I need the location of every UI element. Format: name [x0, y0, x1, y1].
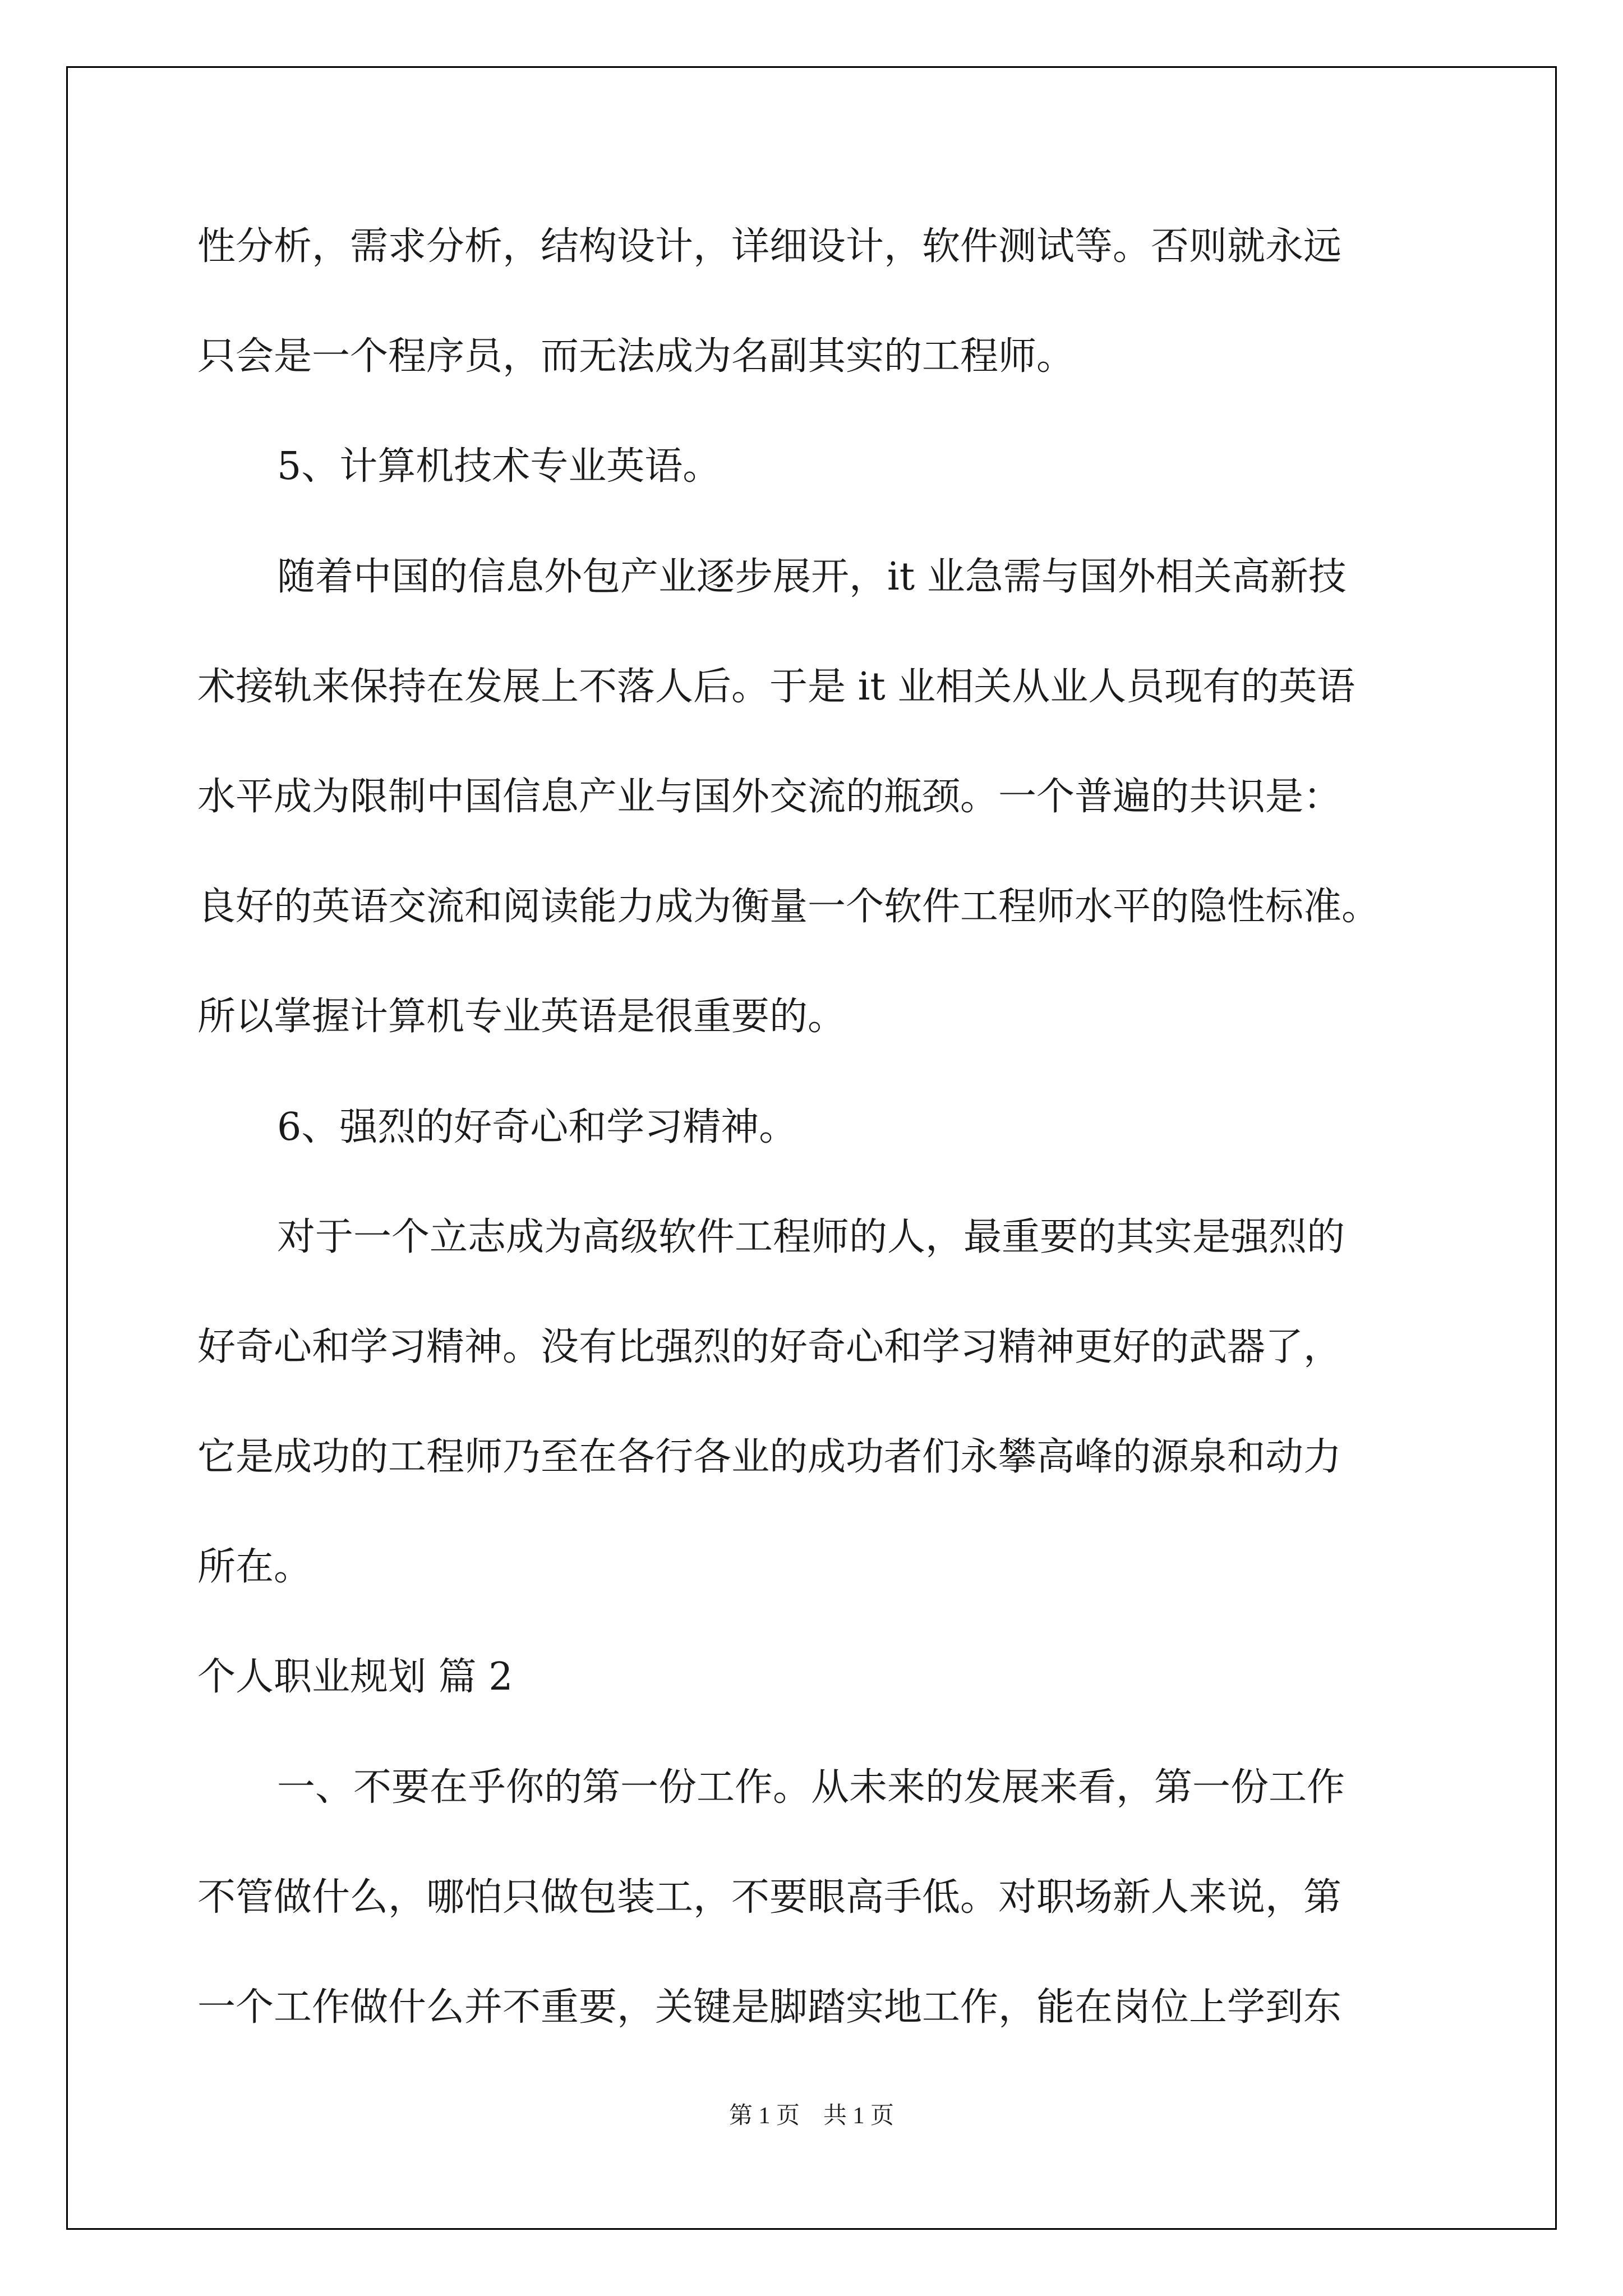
text-line: 所在。: [197, 1545, 312, 1589]
page-footer: 第 1 页 共 1 页: [728, 2103, 894, 2129]
text-line: 一个工作做什么并不重要，关键是脚踏实地工作，能在岗位上学到东: [197, 1985, 1342, 2030]
text-line: 水平成为限制中国信息产业与国外交流的瓶颈。一个普遍的共识是：: [197, 775, 1342, 819]
text-line: 良好的英语交流和阅读能力成为衡量一个软件工程师水平的隐性标准。: [197, 885, 1380, 929]
item-heading-5: 5、计算机技术专业英语。: [277, 444, 721, 489]
text-line: 对于一个立志成为高级软件工程师的人，最重要的其实是强烈的: [277, 1215, 1345, 1259]
text-line: 一、不要在乎你的第一份工作。从未来的发展来看，第一份工作: [277, 1765, 1345, 1810]
section-title: 个人职业规划 篇 2: [197, 1655, 513, 1699]
text-line: 性分析，需求分析，结构设计，详细设计，软件测试等。否则就永远: [197, 224, 1342, 269]
text-line: 不管做什么，哪怕只做包装工，不要眼高手低。对职场新人来说，第: [197, 1875, 1342, 1920]
text-line: 术接轨来保持在发展上不落人后。于是 it 业相关从业人员现有的英语: [197, 665, 1355, 709]
text-line: 随着中国的信息外包产业逐步展开，it 业急需与国外相关高新技: [277, 555, 1347, 599]
text-line: 只会是一个程序员，而无法成为名副其实的工程师。: [197, 334, 1075, 379]
text-line: 它是成功的工程师乃至在各行各业的成功者们永攀高峰的源泉和动力: [197, 1435, 1342, 1479]
text-line: 好奇心和学习精神。没有比强烈的好奇心和学习精神更好的武器了，: [197, 1325, 1342, 1369]
text-line: 所以掌握计算机专业英语是很重要的。: [197, 995, 846, 1039]
item-heading-6: 6、强烈的好奇心和学习精神。: [277, 1105, 797, 1149]
